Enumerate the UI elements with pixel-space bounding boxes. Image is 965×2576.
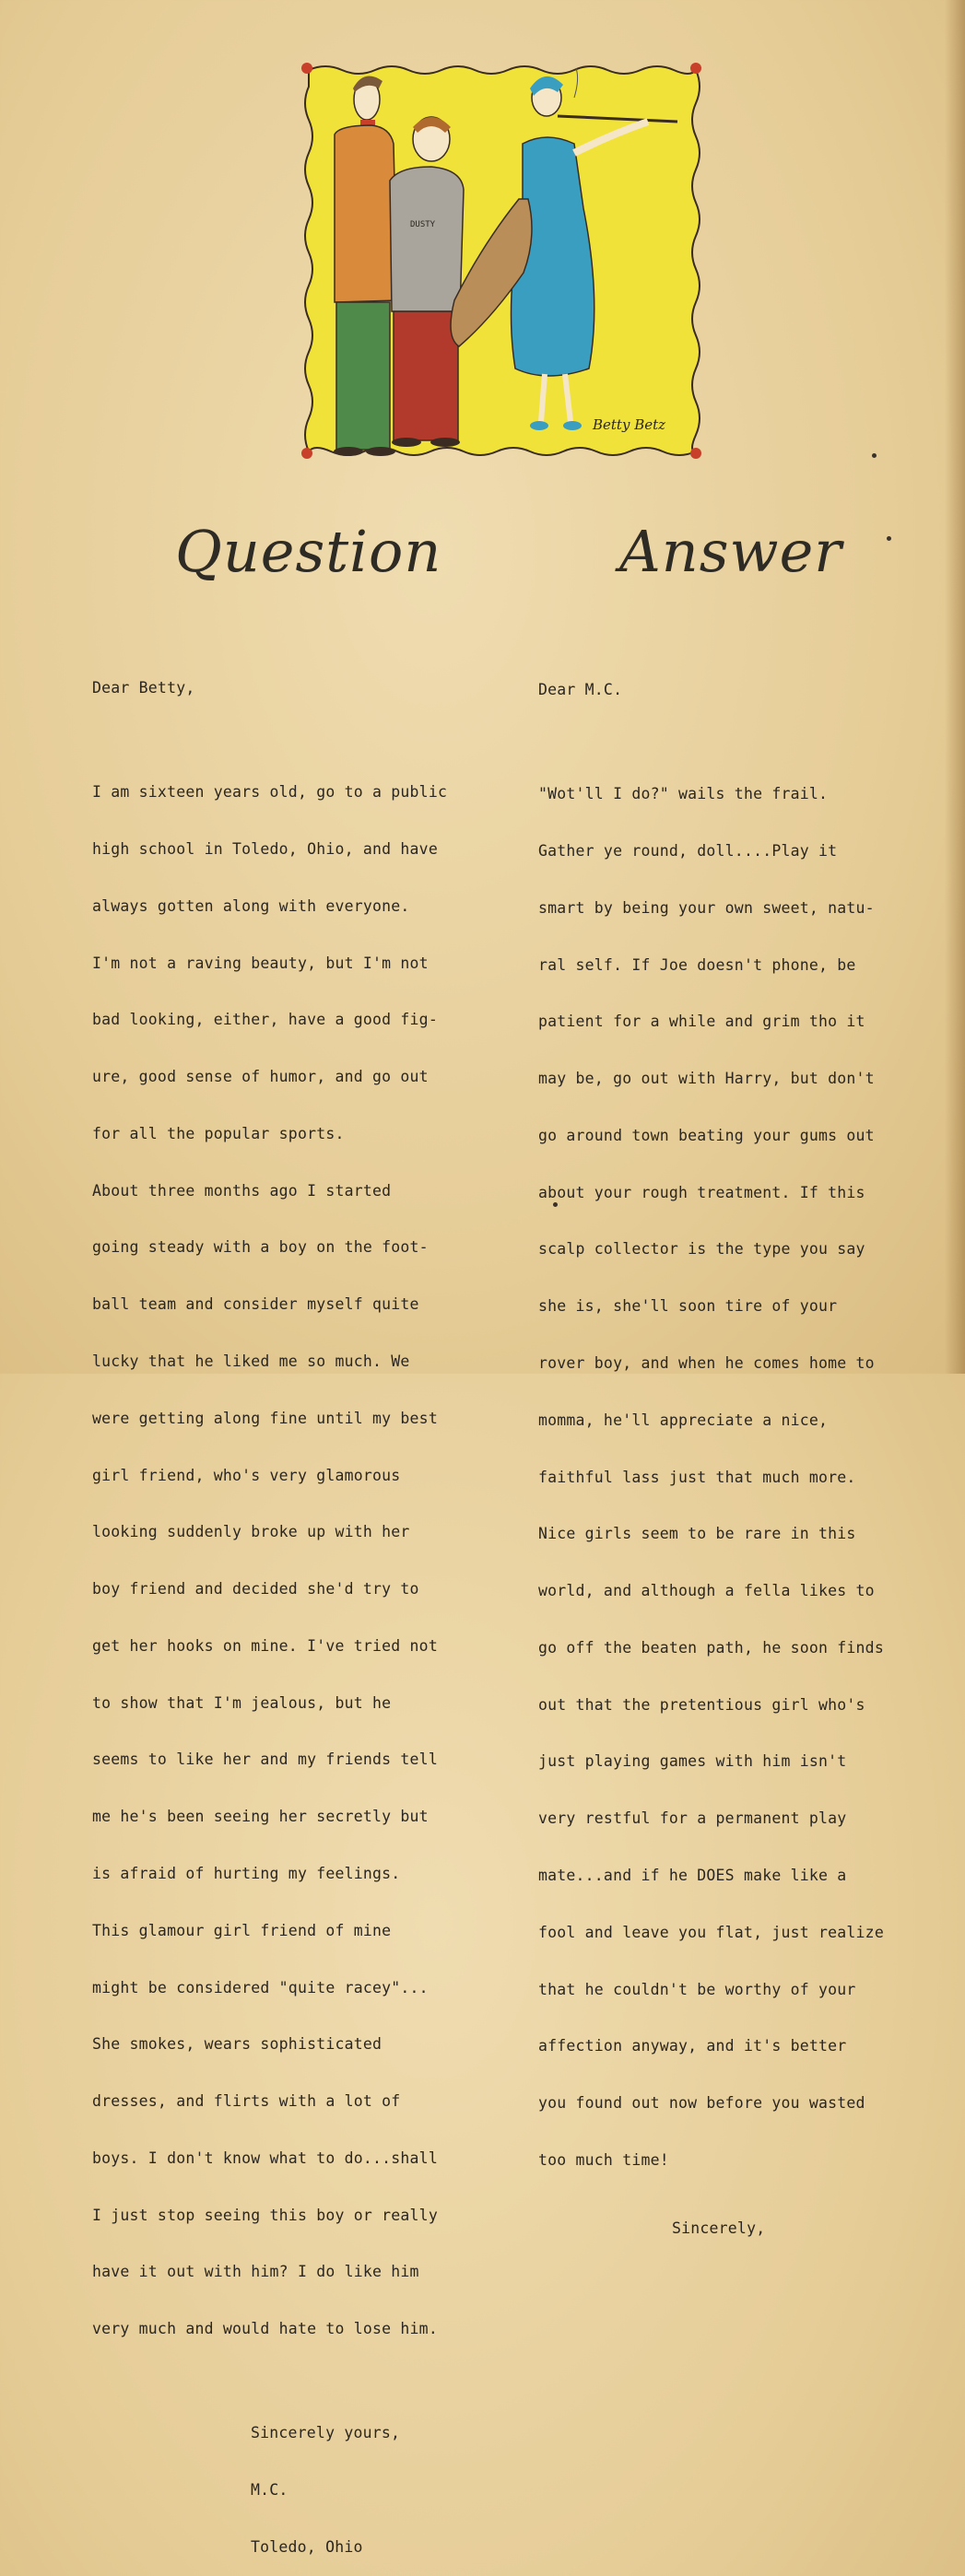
question-line: to show that I'm jealous, but he — [92, 1693, 392, 1712]
question-line: bad looking, either, have a good fig- — [92, 1011, 438, 1029]
question-line: very much and would hate to lose him. — [92, 2320, 438, 2338]
question-salutation: Dear Betty, — [92, 679, 195, 697]
question-signature: M.C. — [251, 2481, 288, 2499]
answer-line: just playing games with him isn't — [538, 1752, 847, 1771]
answer-line: mate...and if he DOES make like a — [538, 1867, 847, 1884]
answer-line: ral self. If Joe doesn't phone, be — [538, 955, 856, 974]
answer-line: fool and leave you flat, just realize — [538, 1923, 884, 1941]
answer-line: "Wot'll I do?" wails the frail. — [538, 785, 829, 803]
tall-boy-figure — [334, 76, 397, 456]
answer-line: very restful for a permanent play — [538, 1809, 847, 1828]
answer-line: world, and although a fella likes to — [538, 1582, 875, 1600]
question-line: me he's been seeing her secretly but — [92, 1808, 429, 1826]
answer-line: momma, he'll appreciate a nice, — [538, 1411, 829, 1429]
question-line: boy friend and decided she'd try to — [92, 1580, 419, 1598]
question-letter — [92, 641, 479, 2576]
answer-line: smart by being your own sweet, natu- — [538, 898, 875, 917]
page-edge-shadow — [945, 0, 965, 1374]
question-line: is afraid of hurting my feelings. — [92, 1865, 401, 1882]
answer-line: you found out now before you wasted — [538, 2094, 865, 2113]
question-line: I am sixteen years old, go to a public — [92, 783, 448, 802]
question-line: I just stop seeing this boy or really — [92, 2206, 438, 2224]
question-line: get her hooks on mine. I've tried not — [92, 1636, 438, 1655]
question-line: seems to like her and my friends tell — [92, 1751, 438, 1769]
question-line: looking suddenly broke up with her — [92, 1523, 410, 1541]
answer-line: faithful lass just that much more. — [538, 1468, 856, 1486]
question-line: ure, good sense of humor, and go out — [92, 1068, 429, 1086]
answer-line: out that the pretentious girl who's — [538, 1695, 865, 1714]
question-line: for all the popular sports. — [92, 1124, 345, 1142]
question-line: dresses, and flirts with a lot of — [92, 2092, 401, 2111]
answer-line: scalp collector is the type you say — [538, 1240, 865, 1259]
print-speck — [887, 536, 891, 541]
answer-line: may be, go out with Harry, but don't — [538, 1070, 875, 1088]
answer-line: go around town beating your gums out — [538, 1126, 875, 1144]
answer-line: Gather ye round, doll....Play it — [538, 841, 838, 860]
question-line: This glamour girl friend of mine — [92, 1921, 392, 1939]
question-closing: Sincerely yours, — [251, 2424, 401, 2442]
answer-salutation: Dear M.C. — [538, 681, 623, 699]
question-line: might be considered "quite racey"... — [92, 1978, 429, 1996]
answer-heading: Answer — [619, 518, 842, 585]
answer-line: Nice girls seem to be rare in this — [538, 1525, 856, 1543]
answer-closing: Sincerely, — [672, 2219, 766, 2237]
answer-line: she is, she'll soon tire of your — [538, 1297, 838, 1316]
question-heading: Question — [175, 518, 442, 585]
answer-line: that he couldn't be worthy of your — [538, 1980, 856, 1998]
question-line: always gotten along with everyone. — [92, 896, 410, 915]
question-line: She smokes, wears sophisticated — [92, 2035, 382, 2054]
answer-line: about your rough treatment. If this — [538, 1183, 865, 1201]
question-line: going steady with a boy on the foot- — [92, 1238, 429, 1257]
answer-line: patient for a while and grim tho it — [538, 1013, 865, 1031]
print-speck — [872, 453, 877, 458]
question-line: About three months ago I started — [92, 1181, 392, 1200]
answer-letter — [538, 643, 925, 2257]
question-line: were getting along fine until my best — [92, 1409, 438, 1427]
illustration-panel — [298, 61, 705, 461]
answer-line: go off the beaten path, he soon finds — [538, 1638, 884, 1657]
question-line: girl friend, who's very glamorous — [92, 1466, 401, 1484]
question-line: boys. I don't know what to do...shall — [92, 2149, 438, 2167]
question-line: ball team and consider myself quite — [92, 1295, 419, 1314]
question-line: I'm not a raving beauty, but I'm not — [92, 954, 429, 972]
question-location: Toledo, Ohio — [251, 2537, 363, 2556]
artist-signature: Betty Betz — [593, 416, 666, 433]
question-line: high school in Toledo, Ohio, and have — [92, 839, 438, 858]
question-line: lucky that he liked me so much. We — [92, 1352, 410, 1370]
sweater-label: DUSTY — [410, 220, 436, 229]
question-line: have it out with him? I do like him — [92, 2263, 419, 2281]
answer-line: too much time! — [538, 2150, 669, 2169]
answer-line: rover boy, and when he comes home to — [538, 1353, 875, 1372]
answer-line: affection anyway, and it's better — [538, 2037, 847, 2055]
print-speck — [553, 1202, 558, 1207]
